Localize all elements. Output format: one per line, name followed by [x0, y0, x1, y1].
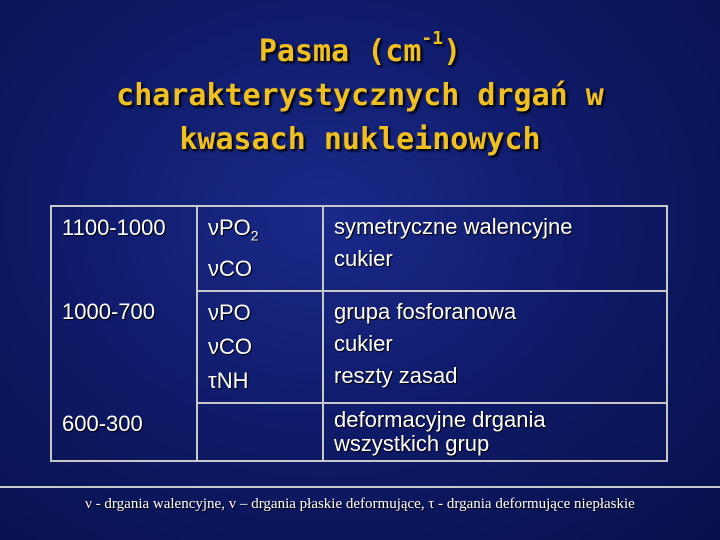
- vibration-symbol: ν: [208, 334, 219, 360]
- slide-title: [0, 30, 720, 162]
- group-name: CO: [219, 334, 252, 360]
- range-value: 1100-1000: [62, 215, 166, 240]
- vibration-label: [208, 330, 312, 364]
- description-text: cukier: [334, 246, 393, 271]
- bands-table: [50, 205, 668, 462]
- title-text: Pasma (cm: [258, 34, 422, 69]
- description-cell: [323, 206, 667, 291]
- group-name: NH: [216, 368, 249, 394]
- title-line-2: charakterystycznych drgań w: [116, 78, 604, 113]
- vibration-symbol: τ: [208, 368, 217, 394]
- group-name: PO: [219, 300, 251, 326]
- vibration-symbol: ν: [208, 256, 219, 282]
- vibration-label: [208, 364, 312, 398]
- group-name: CO: [219, 256, 252, 282]
- description-text: cukier: [334, 331, 393, 357]
- vibration-cell: [197, 206, 323, 291]
- table-row: [51, 206, 667, 291]
- group-name: PO: [219, 215, 251, 240]
- range-cell: [51, 206, 197, 291]
- vibration-symbol: ν: [208, 300, 219, 326]
- title-text-end: ): [443, 34, 462, 69]
- range-value: 1000-700: [62, 299, 155, 325]
- footer-divider: [0, 486, 720, 488]
- title-superscript: -1: [421, 28, 444, 49]
- range-cell: [51, 403, 197, 461]
- title-line-3: kwasach nukleinowych: [179, 122, 541, 157]
- description-text: reszty zasad: [334, 363, 458, 389]
- description-text: deformacyjne drgania wszystkich grup: [334, 407, 546, 457]
- vibration-label: [208, 252, 312, 286]
- range-cell: [51, 291, 197, 403]
- footnote: ν - drgania walencyjne, v – drgania płaskie deformujące, τ - drgania deformujące niepłaskie: [85, 496, 635, 512]
- group-subscript: 2: [250, 227, 259, 244]
- description-text: symetryczne walencyjne: [334, 214, 573, 239]
- vibration-cell: [197, 403, 323, 461]
- table-row: [51, 403, 667, 461]
- description-cell: [323, 403, 667, 461]
- vibration-cell: [197, 291, 323, 403]
- vibration-label: [208, 211, 312, 252]
- description-text: grupa fosforanowa: [334, 299, 517, 325]
- range-value: 600-300: [62, 411, 143, 437]
- description-cell: [323, 291, 667, 403]
- vibration-label: [208, 296, 312, 330]
- vibration-symbol: ν: [208, 215, 219, 240]
- table-row: [51, 291, 667, 403]
- title-line-1: [0, 30, 720, 74]
